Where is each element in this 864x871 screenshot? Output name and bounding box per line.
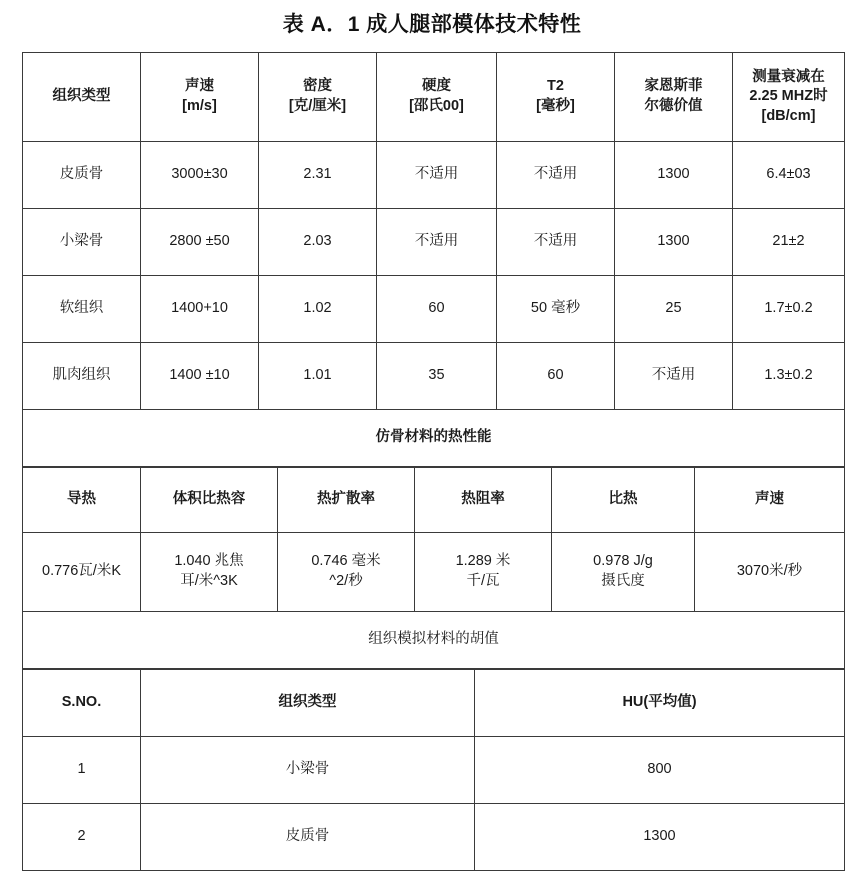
header-cell-volumetric-heat-capacity: 体积比热容 [141,468,278,533]
thermal-properties-table [22,467,845,669]
header-line-3: [dB/cm] [761,107,816,124]
value-line-1: 0.746 毫米 [311,553,381,570]
header-line-2: [邵氏00] [409,98,464,114]
header-cell-serial-number: S.NO. [23,670,141,737]
table-row [23,737,845,804]
header-cell-hounsfield [615,53,733,142]
cell-serial-number: 1 [23,737,141,804]
header-line-2: [克/厘米] [288,98,347,114]
header-line-2: 2.25 MHZ时 [749,88,828,105]
table-row [23,209,845,276]
value-line-1: 1.289 米 [455,553,511,570]
cell-thermal-diffusivity [278,533,415,612]
cell-attenuation: 21±2 [733,209,845,276]
cell-hu-average: 1300 [475,804,845,871]
table-row [23,343,845,410]
cell-volumetric-heat-capacity [141,533,278,612]
cell-thermal-resistivity [415,533,552,612]
cell-density: 2.31 [259,142,377,209]
header-line-2: [m/s] [182,98,217,114]
header-cell-thermal-diffusivity: 热扩散率 [278,468,415,533]
header-line-1: 密度 [303,78,332,95]
thermal-section-label-row [23,410,845,467]
header-line-2: 尔德价值 [644,98,703,114]
cell-t2: 60 [497,343,615,410]
cell-sound-speed [695,533,845,612]
value-line-2: 千/瓦 [466,573,500,589]
cell-density: 2.03 [259,209,377,276]
header-line-1: 测量衰减在 [752,68,825,85]
header-cell-hardness [377,53,497,142]
value-line-1: 0.776瓦/米K [42,563,121,580]
cell-attenuation: 1.7±0.2 [733,276,845,343]
cell-tissue-type: 肌肉组织 [23,343,141,410]
cell-density: 1.02 [259,276,377,343]
document-page [0,8,864,845]
value-line-2: ^2/秒 [329,573,363,589]
header-cell-density [259,53,377,142]
cell-hardness: 35 [377,343,497,410]
hu-section-label-row [23,612,845,669]
header-cell-hu-average: HU(平均值) [475,670,845,737]
cell-sound-speed: 1400+10 [141,276,259,343]
cell-tissue-type: 小梁骨 [23,209,141,276]
header-cell-specific-heat: 比热 [552,468,695,533]
cell-tissue-type: 小梁骨 [141,737,475,804]
cell-tissue-type: 皮质骨 [141,804,475,871]
table-row [23,142,845,209]
cell-specific-heat [552,533,695,612]
value-line-1: 1.040 兆焦 [174,553,244,570]
value-line-1: 3070米/秒 [736,563,803,580]
hu-section-label: 组织模拟材料的胡值 [23,612,845,669]
cell-t2: 50 毫秒 [497,276,615,343]
value-line-1: 0.978 J/g [593,553,653,570]
cell-sound-speed: 2800 ±50 [141,209,259,276]
header-cell-sound-speed [141,53,259,142]
cell-hardness: 不适用 [377,142,497,209]
value-line-2: 耳/米^3K [180,573,238,589]
tissue-table-header-row [23,53,845,142]
cell-hardness: 不适用 [377,209,497,276]
cell-hu-average: 800 [475,737,845,804]
header-cell-t2 [497,53,615,142]
thermal-header-row [23,468,845,533]
header-line-1: 组织类型 [52,88,111,105]
header-line-1: 声速 [185,78,214,95]
cell-tissue-type: 皮质骨 [23,142,141,209]
value-line-2: 摄氏度 [601,573,645,589]
cell-conductivity [23,533,141,612]
header-line-1: 硬度 [422,78,451,95]
table-row [23,804,845,871]
header-cell-sound-speed: 声速 [695,468,845,533]
cell-attenuation: 6.4±03 [733,142,845,209]
header-cell-attenuation [733,53,845,142]
table-row [23,533,845,612]
thermal-section-label: 仿骨材料的热性能 [23,410,845,467]
header-line-2: [毫秒] [536,98,575,114]
table-row [23,276,845,343]
hu-values-table [22,669,845,871]
cell-t2: 不适用 [497,142,615,209]
header-cell-tissue-type [23,53,141,142]
cell-sound-speed: 1400 ±10 [141,343,259,410]
cell-tissue-type: 软组织 [23,276,141,343]
cell-hardness: 60 [377,276,497,343]
header-line-1: T2 [547,78,564,95]
header-cell-tissue-type: 组织类型 [141,670,475,737]
page-title: 表 A．1 成人腿部模体技术特性 [282,13,582,36]
cell-sound-speed: 3000±30 [141,142,259,209]
technical-properties-table [22,52,845,467]
header-cell-conductivity: 导热 [23,468,141,533]
cell-attenuation: 1.3±0.2 [733,343,845,410]
cell-t2: 不适用 [497,209,615,276]
header-line-1: 家恩斯菲 [644,78,703,95]
cell-hounsfield: 不适用 [615,343,733,410]
cell-hounsfield: 1300 [615,142,733,209]
cell-serial-number: 2 [23,804,141,871]
cell-hounsfield: 1300 [615,209,733,276]
cell-hounsfield: 25 [615,276,733,343]
header-cell-thermal-resistivity: 热阻率 [415,468,552,533]
hu-header-row [23,670,845,737]
cell-density: 1.01 [259,343,377,410]
